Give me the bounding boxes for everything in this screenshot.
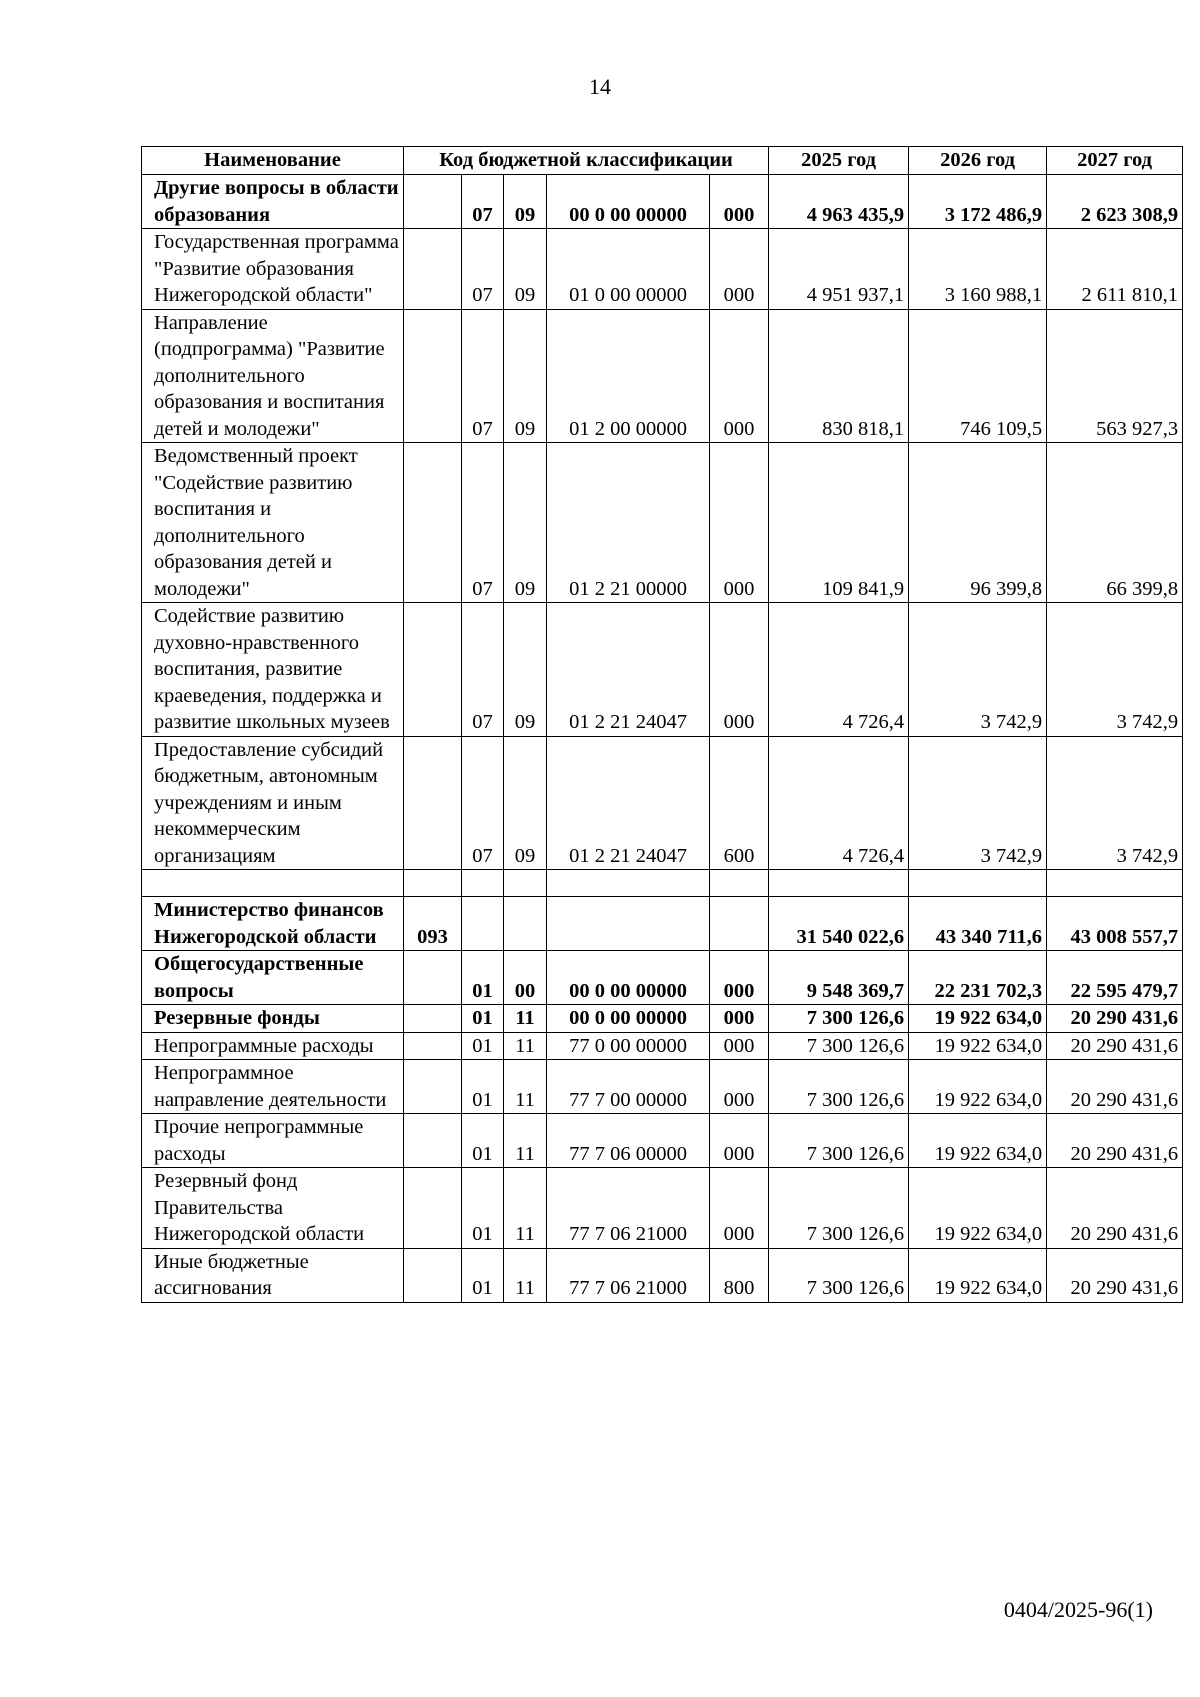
header-2027: 2027 год — [1047, 147, 1183, 175]
row-section-code-cell: 01 — [462, 1248, 504, 1302]
table-row — [142, 443, 1183, 603]
row-target-article-cell — [547, 870, 710, 897]
row-name-cell: Другие вопросы в области образования — [142, 175, 404, 229]
row-section-code-cell: 01 — [462, 1032, 504, 1060]
row-section-code-cell — [462, 870, 504, 897]
table-row — [142, 603, 1183, 737]
row-dept-code-cell — [404, 1168, 462, 1249]
row-expense-type-cell: 000 — [710, 951, 769, 1005]
row-target-article-cell: 00 0 00 00000 — [547, 1005, 710, 1033]
row-amount-2025-cell: 830 818,1 — [769, 309, 909, 443]
row-name-cell: Резервные фонды — [142, 1005, 404, 1033]
row-amount-2026-cell: 19 922 634,0 — [909, 1248, 1047, 1302]
row-amount-2027-cell: 66 399,8 — [1047, 443, 1183, 603]
row-amount-2027-cell: 20 290 431,6 — [1047, 1032, 1183, 1060]
row-target-article-cell: 77 7 00 00000 — [547, 1060, 710, 1114]
row-name-cell: Резервный фонд Правительства Нижегородской области — [142, 1168, 404, 1249]
row-subsection-code-cell: 11 — [504, 1032, 547, 1060]
row-target-article-cell: 01 2 21 00000 — [547, 443, 710, 603]
row-name-cell: Общегосударственные вопросы — [142, 951, 404, 1005]
row-name-cell: Государственная программа "Развитие образования Нижегородской области" — [142, 229, 404, 310]
row-expense-type-cell: 800 — [710, 1248, 769, 1302]
table-body — [142, 175, 1183, 1303]
row-dept-code-cell — [404, 1114, 462, 1168]
table-row — [142, 1248, 1183, 1302]
row-target-article-cell: 77 7 06 21000 — [547, 1248, 710, 1302]
row-target-article-cell: 00 0 00 00000 — [547, 951, 710, 1005]
table-row — [142, 736, 1183, 870]
table-row — [142, 951, 1183, 1005]
row-expense-type-cell: 000 — [710, 229, 769, 310]
row-subsection-code-cell: 11 — [504, 1248, 547, 1302]
row-dept-code-cell — [404, 1032, 462, 1060]
row-dept-code-cell — [404, 1005, 462, 1033]
row-subsection-code-cell: 09 — [504, 229, 547, 310]
row-amount-2026-cell: 19 922 634,0 — [909, 1168, 1047, 1249]
row-target-article-cell — [547, 897, 710, 951]
row-amount-2027-cell: 22 595 479,7 — [1047, 951, 1183, 1005]
row-dept-code-cell — [404, 1248, 462, 1302]
row-subsection-code-cell: 09 — [504, 443, 547, 603]
row-amount-2027-cell: 20 290 431,6 — [1047, 1168, 1183, 1249]
row-amount-2026-cell: 746 109,5 — [909, 309, 1047, 443]
row-section-code-cell: 07 — [462, 175, 504, 229]
row-amount-2027-cell: 563 927,3 — [1047, 309, 1183, 443]
row-target-article-cell: 77 0 00 00000 — [547, 1032, 710, 1060]
row-amount-2025-cell: 4 726,4 — [769, 603, 909, 737]
row-name-cell: Содействие развитию духовно-нравственного воспитания, развитие краеведения, поддержка и развитие школьных музеев — [142, 603, 404, 737]
row-name-cell: Ведомственный проект "Содействие развитию воспитания и дополнительного образования детей и молодежи" — [142, 443, 404, 603]
header-name: Наименование — [142, 147, 404, 175]
row-name-cell: Прочие непрограммные расходы — [142, 1114, 404, 1168]
row-name-cell: Непрограммные расходы — [142, 1032, 404, 1060]
row-target-article-cell: 77 7 06 21000 — [547, 1168, 710, 1249]
row-amount-2026-cell: 19 922 634,0 — [909, 1032, 1047, 1060]
row-section-code-cell: 01 — [462, 1005, 504, 1033]
table-row — [142, 870, 1183, 897]
row-expense-type-cell — [710, 870, 769, 897]
row-subsection-code-cell: 11 — [504, 1005, 547, 1033]
row-amount-2027-cell: 20 290 431,6 — [1047, 1248, 1183, 1302]
row-name-cell: Непрограммное направление деятельности — [142, 1060, 404, 1114]
row-amount-2025-cell: 7 300 126,6 — [769, 1060, 909, 1114]
row-expense-type-cell: 600 — [710, 736, 769, 870]
row-section-code-cell: 01 — [462, 1114, 504, 1168]
row-section-code-cell: 07 — [462, 443, 504, 603]
row-subsection-code-cell — [504, 870, 547, 897]
row-amount-2025-cell: 4 963 435,9 — [769, 175, 909, 229]
row-amount-2025-cell: 7 300 126,6 — [769, 1032, 909, 1060]
row-amount-2027-cell: 20 290 431,6 — [1047, 1060, 1183, 1114]
row-dept-code-cell — [404, 443, 462, 603]
row-amount-2026-cell: 3 172 486,9 — [909, 175, 1047, 229]
document-code: 0404/2025-96(1) — [1003, 1597, 1153, 1622]
row-target-article-cell: 01 2 00 00000 — [547, 309, 710, 443]
row-section-code-cell: 01 — [462, 951, 504, 1005]
row-dept-code-cell — [404, 951, 462, 1005]
row-expense-type-cell: 000 — [710, 443, 769, 603]
table-row — [142, 1032, 1183, 1060]
row-amount-2025-cell: 7 300 126,6 — [769, 1005, 909, 1033]
row-amount-2027-cell: 43 008 557,7 — [1047, 897, 1183, 951]
row-amount-2026-cell — [909, 870, 1047, 897]
row-name-cell: Направление (подпрограмма) "Развитие дополнительного образования и воспитания детей и молодежи" — [142, 309, 404, 443]
row-amount-2027-cell: 2 611 810,1 — [1047, 229, 1183, 310]
page-number: 14 — [589, 74, 611, 99]
row-expense-type-cell: 000 — [710, 175, 769, 229]
row-expense-type-cell — [710, 897, 769, 951]
header-code: Код бюджетной классификации — [404, 147, 769, 175]
row-amount-2025-cell: 4 951 937,1 — [769, 229, 909, 310]
row-amount-2026-cell: 43 340 711,6 — [909, 897, 1047, 951]
row-dept-code-cell — [404, 736, 462, 870]
table-row — [142, 1168, 1183, 1249]
row-target-article-cell: 77 7 06 00000 — [547, 1114, 710, 1168]
row-expense-type-cell: 000 — [710, 1005, 769, 1033]
row-name-cell: Иные бюджетные ассигнования — [142, 1248, 404, 1302]
row-subsection-code-cell: 11 — [504, 1114, 547, 1168]
row-amount-2027-cell: 20 290 431,6 — [1047, 1114, 1183, 1168]
table-row — [142, 1114, 1183, 1168]
row-section-code-cell: 01 — [462, 1168, 504, 1249]
row-amount-2026-cell: 19 922 634,0 — [909, 1114, 1047, 1168]
row-dept-code-cell — [404, 175, 462, 229]
row-amount-2025-cell: 7 300 126,6 — [769, 1114, 909, 1168]
row-subsection-code-cell: 09 — [504, 736, 547, 870]
table-row — [142, 1005, 1183, 1033]
row-expense-type-cell: 000 — [710, 309, 769, 443]
row-amount-2027-cell: 2 623 308,9 — [1047, 175, 1183, 229]
row-amount-2025-cell: 7 300 126,6 — [769, 1248, 909, 1302]
row-amount-2027-cell: 3 742,9 — [1047, 603, 1183, 737]
row-dept-code-cell — [404, 1060, 462, 1114]
row-dept-code-cell — [404, 603, 462, 737]
row-target-article-cell: 01 2 21 24047 — [547, 603, 710, 737]
row-subsection-code-cell: 00 — [504, 951, 547, 1005]
row-subsection-code-cell: 11 — [504, 1060, 547, 1114]
row-name-cell: Министерство финансов Нижегородской области — [142, 897, 404, 951]
table-row — [142, 175, 1183, 229]
row-section-code-cell: 07 — [462, 736, 504, 870]
row-target-article-cell: 00 0 00 00000 — [547, 175, 710, 229]
row-expense-type-cell: 000 — [710, 1168, 769, 1249]
row-section-code-cell: 01 — [462, 1060, 504, 1114]
row-amount-2025-cell: 31 540 022,6 — [769, 897, 909, 951]
row-amount-2026-cell: 3 742,9 — [909, 603, 1047, 737]
row-amount-2025-cell — [769, 870, 909, 897]
row-amount-2026-cell: 19 922 634,0 — [909, 1005, 1047, 1033]
row-target-article-cell: 01 0 00 00000 — [547, 229, 710, 310]
row-dept-code-cell: 093 — [404, 897, 462, 951]
row-section-code-cell: 07 — [462, 309, 504, 443]
row-name-cell — [142, 870, 404, 897]
row-name-cell: Предоставление субсидий бюджетным, автономным учреждениям и иным некоммерческим организациям — [142, 736, 404, 870]
row-amount-2027-cell — [1047, 870, 1183, 897]
row-amount-2027-cell: 20 290 431,6 — [1047, 1005, 1183, 1033]
row-amount-2026-cell: 96 399,8 — [909, 443, 1047, 603]
row-subsection-code-cell: 09 — [504, 175, 547, 229]
row-amount-2026-cell: 22 231 702,3 — [909, 951, 1047, 1005]
row-subsection-code-cell: 11 — [504, 1168, 547, 1249]
row-amount-2027-cell: 3 742,9 — [1047, 736, 1183, 870]
row-subsection-code-cell: 09 — [504, 603, 547, 737]
header-2025: 2025 год — [769, 147, 909, 175]
row-section-code-cell: 07 — [462, 229, 504, 310]
row-expense-type-cell: 000 — [710, 1114, 769, 1168]
row-amount-2026-cell: 19 922 634,0 — [909, 1060, 1047, 1114]
row-expense-type-cell: 000 — [710, 603, 769, 737]
row-amount-2025-cell: 109 841,9 — [769, 443, 909, 603]
row-subsection-code-cell: 09 — [504, 309, 547, 443]
row-amount-2026-cell: 3 160 988,1 — [909, 229, 1047, 310]
table-row — [142, 1060, 1183, 1114]
row-section-code-cell — [462, 897, 504, 951]
row-target-article-cell: 01 2 21 24047 — [547, 736, 710, 870]
row-dept-code-cell — [404, 229, 462, 310]
table-row — [142, 309, 1183, 443]
row-amount-2025-cell: 9 548 369,7 — [769, 951, 909, 1005]
row-expense-type-cell: 000 — [710, 1060, 769, 1114]
table-header-row — [142, 147, 1183, 175]
row-section-code-cell: 07 — [462, 603, 504, 737]
row-subsection-code-cell — [504, 897, 547, 951]
row-amount-2026-cell: 3 742,9 — [909, 736, 1047, 870]
budget-table — [141, 146, 1183, 1303]
row-amount-2025-cell: 4 726,4 — [769, 736, 909, 870]
row-amount-2025-cell: 7 300 126,6 — [769, 1168, 909, 1249]
table-row — [142, 229, 1183, 310]
row-dept-code-cell — [404, 870, 462, 897]
row-dept-code-cell — [404, 309, 462, 443]
table-row — [142, 897, 1183, 951]
row-expense-type-cell: 000 — [710, 1032, 769, 1060]
header-2026: 2026 год — [909, 147, 1047, 175]
